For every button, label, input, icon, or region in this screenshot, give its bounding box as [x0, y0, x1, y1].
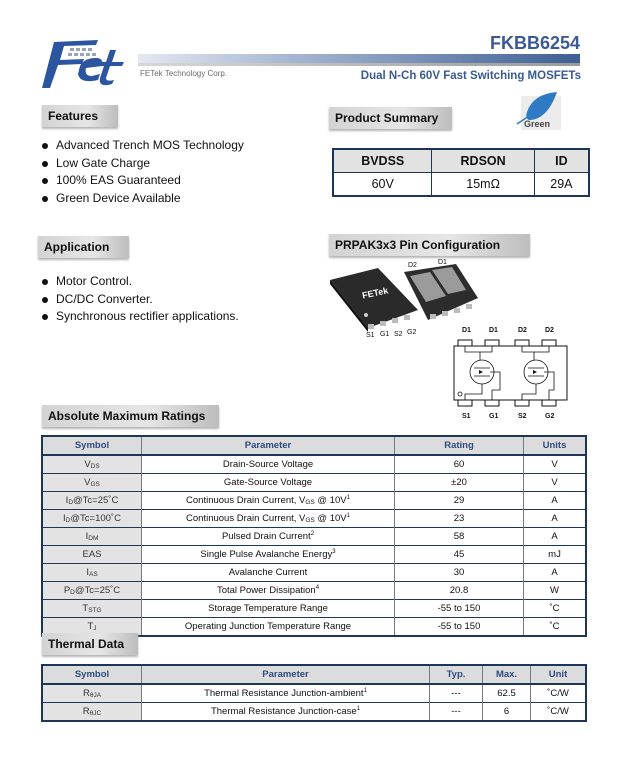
- parameter-cell: [142, 600, 395, 618]
- application-item: Synchronous rectifier applications.: [40, 308, 239, 326]
- package-marking: FETek: [361, 285, 390, 301]
- symbol-cell: [42, 474, 142, 492]
- parameter-cell: [142, 703, 430, 722]
- parameter-cell: [142, 582, 395, 600]
- application-heading: Application: [38, 236, 129, 258]
- table-row: [42, 546, 586, 564]
- application-item: Motor Control.: [40, 273, 239, 291]
- summary-header: BVDSS: [333, 149, 432, 173]
- unit-cell: V: [524, 455, 587, 474]
- footnote-ref: 1: [356, 706, 361, 712]
- package-pin-label: G2: [407, 329, 417, 336]
- abs-max-table: [41, 435, 587, 637]
- parameter-cell: [142, 684, 430, 703]
- table-row: [42, 474, 586, 492]
- footnote-ref: 1: [346, 495, 350, 501]
- rating-cell: 23: [395, 510, 524, 528]
- unit-cell: V: [524, 474, 587, 492]
- rating-cell: 30: [395, 564, 524, 582]
- symbol-sub: AS: [88, 571, 98, 578]
- package-pin-label: D1: [438, 259, 447, 266]
- pin-config-heading: PRPAK3x3 Pin Configuration: [329, 234, 530, 256]
- package-pin-label: D2: [408, 262, 417, 269]
- table-row: [42, 510, 586, 528]
- unit-cell: A: [524, 510, 587, 528]
- package-pin-label: G1: [380, 331, 390, 338]
- schematic-pin-label: D2: [518, 327, 527, 334]
- symbol-main: I: [86, 567, 89, 578]
- package-pin-label: S1: [366, 332, 375, 339]
- rating-cell: -55 to 150: [395, 618, 524, 637]
- column-header: Units: [524, 436, 587, 455]
- parameter-tail: @ 10V: [314, 513, 347, 524]
- typ-cell: ---: [430, 684, 483, 703]
- symbol-condition: @Tc=25˚C: [73, 495, 119, 506]
- rating-cell: 29: [395, 492, 524, 510]
- parameter-cell: [142, 546, 395, 564]
- parameter-text: Thermal Resistance Junction-ambient: [204, 688, 364, 699]
- max-cell: 6: [483, 703, 531, 722]
- schematic-pin-label: S1: [462, 413, 471, 420]
- features-list: [40, 137, 244, 207]
- table-row: [42, 528, 586, 546]
- schematic-pin-label: S2: [518, 413, 527, 420]
- symbol-main: R: [82, 706, 90, 717]
- feature-item: 100% EAS Guaranteed: [40, 172, 244, 190]
- unit-cell: W: [524, 582, 587, 600]
- table-row: [42, 600, 586, 618]
- summary-value: 29A: [534, 173, 589, 197]
- rating-cell: 60: [395, 455, 524, 474]
- symbol-cell: [42, 703, 142, 722]
- symbol-sub: θJC: [89, 710, 102, 717]
- part-number: FKBB6254: [489, 33, 580, 53]
- summary-value: 60V: [333, 173, 432, 197]
- symbol-main: T: [87, 621, 94, 632]
- rating-cell: ±20: [395, 474, 524, 492]
- summary-header: ID: [534, 149, 589, 173]
- symbol-main: T: [82, 603, 89, 614]
- pin-schematic: [452, 334, 572, 414]
- symbol-main: EAS: [82, 549, 102, 560]
- symbol-sub: GS: [90, 481, 100, 488]
- symbol-condition: @Tc=100˚C: [70, 513, 121, 524]
- symbol-cell: [42, 455, 142, 474]
- unit-cell: ˚C/W: [531, 684, 587, 703]
- footnote-ref: 1: [346, 513, 350, 519]
- symbol-cell: [42, 582, 142, 600]
- table-row: [42, 703, 586, 722]
- parameter-sub: GS: [305, 499, 315, 506]
- max-cell: 62.5: [483, 684, 531, 703]
- symbol-main: R: [82, 688, 90, 699]
- table-row: [42, 684, 586, 703]
- schematic-pin-label: G1: [489, 413, 499, 420]
- symbol-main: I: [65, 495, 69, 506]
- rating-cell: 20.8: [395, 582, 524, 600]
- application-list: [40, 273, 239, 326]
- schematic-pin-label: D2: [545, 327, 554, 334]
- abs-max-heading: Absolute Maximum Ratings: [42, 405, 219, 427]
- package-pin-label: S2: [394, 331, 403, 338]
- footnote-ref: 1: [363, 688, 367, 694]
- summary-value: 15mΩ: [432, 173, 534, 197]
- summary-header: RDSON: [432, 149, 534, 173]
- feature-item: Advanced Trench MOS Technology: [40, 137, 244, 155]
- feature-item: Low Gate Charge: [40, 155, 244, 173]
- symbol-sub: STG: [88, 607, 102, 614]
- symbol-sub: DS: [90, 463, 100, 470]
- symbol-cell: [42, 600, 142, 618]
- company-name: FETek Technology Corp.: [140, 69, 228, 78]
- parameter-cell: [142, 528, 395, 546]
- parameter-cell: [142, 455, 395, 474]
- fetek-logo: [40, 36, 132, 92]
- unit-cell: ˚C: [524, 600, 587, 618]
- footnote-ref: 4: [315, 585, 320, 591]
- unit-cell: ˚C: [524, 618, 587, 637]
- symbol-cell: [42, 528, 142, 546]
- parameter-text: Single Pulse Avalanche Energy: [200, 549, 333, 560]
- symbol-sub: D: [70, 589, 75, 596]
- rating-cell: -55 to 150: [395, 600, 524, 618]
- parameter-text: Gate-Source Voltage: [223, 477, 313, 488]
- parameter-text: Total Power Dissipation: [216, 585, 316, 596]
- symbol-cell: [42, 564, 142, 582]
- feature-item: Green Device Available: [40, 190, 244, 208]
- green-label: Green: [524, 119, 551, 129]
- unit-cell: A: [524, 528, 587, 546]
- column-header: Max.: [483, 665, 531, 684]
- parameter-text: Drain-Source Voltage: [222, 459, 314, 470]
- column-header: Parameter: [142, 436, 395, 455]
- table-row: [42, 492, 586, 510]
- table-row: [42, 582, 586, 600]
- thermal-table: [41, 664, 587, 722]
- table-row: [42, 564, 586, 582]
- parameter-cell: [142, 474, 395, 492]
- column-header: Typ.: [430, 665, 483, 684]
- parameter-cell: [142, 618, 395, 637]
- parameter-text: Operating Junction Temperature Range: [184, 621, 352, 632]
- symbol-cell: [42, 684, 142, 703]
- symbol-sub: D: [65, 517, 71, 524]
- parameter-cell: [142, 492, 395, 510]
- parameter-sub: GS: [305, 517, 315, 524]
- column-header: Rating: [395, 436, 524, 455]
- symbol-sub: DM: [88, 535, 99, 542]
- parameter-text: Continuous Drain Current, V: [186, 513, 306, 524]
- symbol-main: I: [63, 513, 66, 524]
- green-badge: [513, 92, 563, 132]
- symbol-cell: [42, 510, 142, 528]
- column-header: Unit: [531, 665, 587, 684]
- unit-cell: mJ: [524, 546, 587, 564]
- product-summary-table: [332, 148, 590, 197]
- symbol-cell: [42, 546, 142, 564]
- symbol-cell: [42, 492, 142, 510]
- parameter-text: Thermal Resistance Junction-case: [210, 706, 357, 717]
- typ-cell: ---: [430, 703, 483, 722]
- column-header: Symbol: [42, 436, 142, 455]
- part-subtitle: Dual N-Ch 60V Fast Switching MOSFETs: [360, 70, 581, 82]
- schematic-pin-label: D1: [489, 327, 498, 334]
- header-bar-shadow: [138, 63, 580, 66]
- symbol-main: V: [84, 459, 91, 470]
- rating-cell: 58: [395, 528, 524, 546]
- thermal-heading: Thermal Data: [42, 633, 138, 655]
- rating-cell: 45: [395, 546, 524, 564]
- unit-cell: ˚C/W: [531, 703, 587, 722]
- symbol-main: V: [84, 477, 91, 488]
- symbol-main: I: [85, 531, 89, 542]
- unit-cell: A: [524, 492, 587, 510]
- symbol-sub: θJA: [89, 692, 102, 699]
- symbol-sub: D: [68, 499, 74, 506]
- parameter-text: Continuous Drain Current, V: [186, 495, 306, 506]
- product-summary-heading: Product Summary: [329, 107, 452, 129]
- parameter-cell: [142, 510, 395, 528]
- footnote-ref: 3: [332, 549, 336, 555]
- schematic-pin-label: G2: [545, 413, 555, 420]
- application-item: DC/DC Converter.: [40, 291, 239, 309]
- symbol-main: P: [63, 585, 71, 596]
- schematic-pin-label: D1: [462, 327, 471, 334]
- column-header: Symbol: [42, 665, 142, 684]
- parameter-cell: [142, 564, 395, 582]
- parameter-text: Pulsed Drain Current: [221, 531, 311, 542]
- symbol-sub: J: [93, 625, 97, 632]
- parameter-text: Avalanche Current: [228, 567, 308, 578]
- footnote-ref: 2: [310, 531, 315, 537]
- unit-cell: A: [524, 564, 587, 582]
- table-row: [42, 455, 586, 474]
- parameter-tail: @ 10V: [314, 495, 347, 506]
- column-header: Parameter: [142, 665, 430, 684]
- parameter-text: Storage Temperature Range: [208, 603, 328, 614]
- features-heading: Features: [42, 105, 118, 127]
- symbol-condition: @Tc=25˚C: [74, 585, 121, 596]
